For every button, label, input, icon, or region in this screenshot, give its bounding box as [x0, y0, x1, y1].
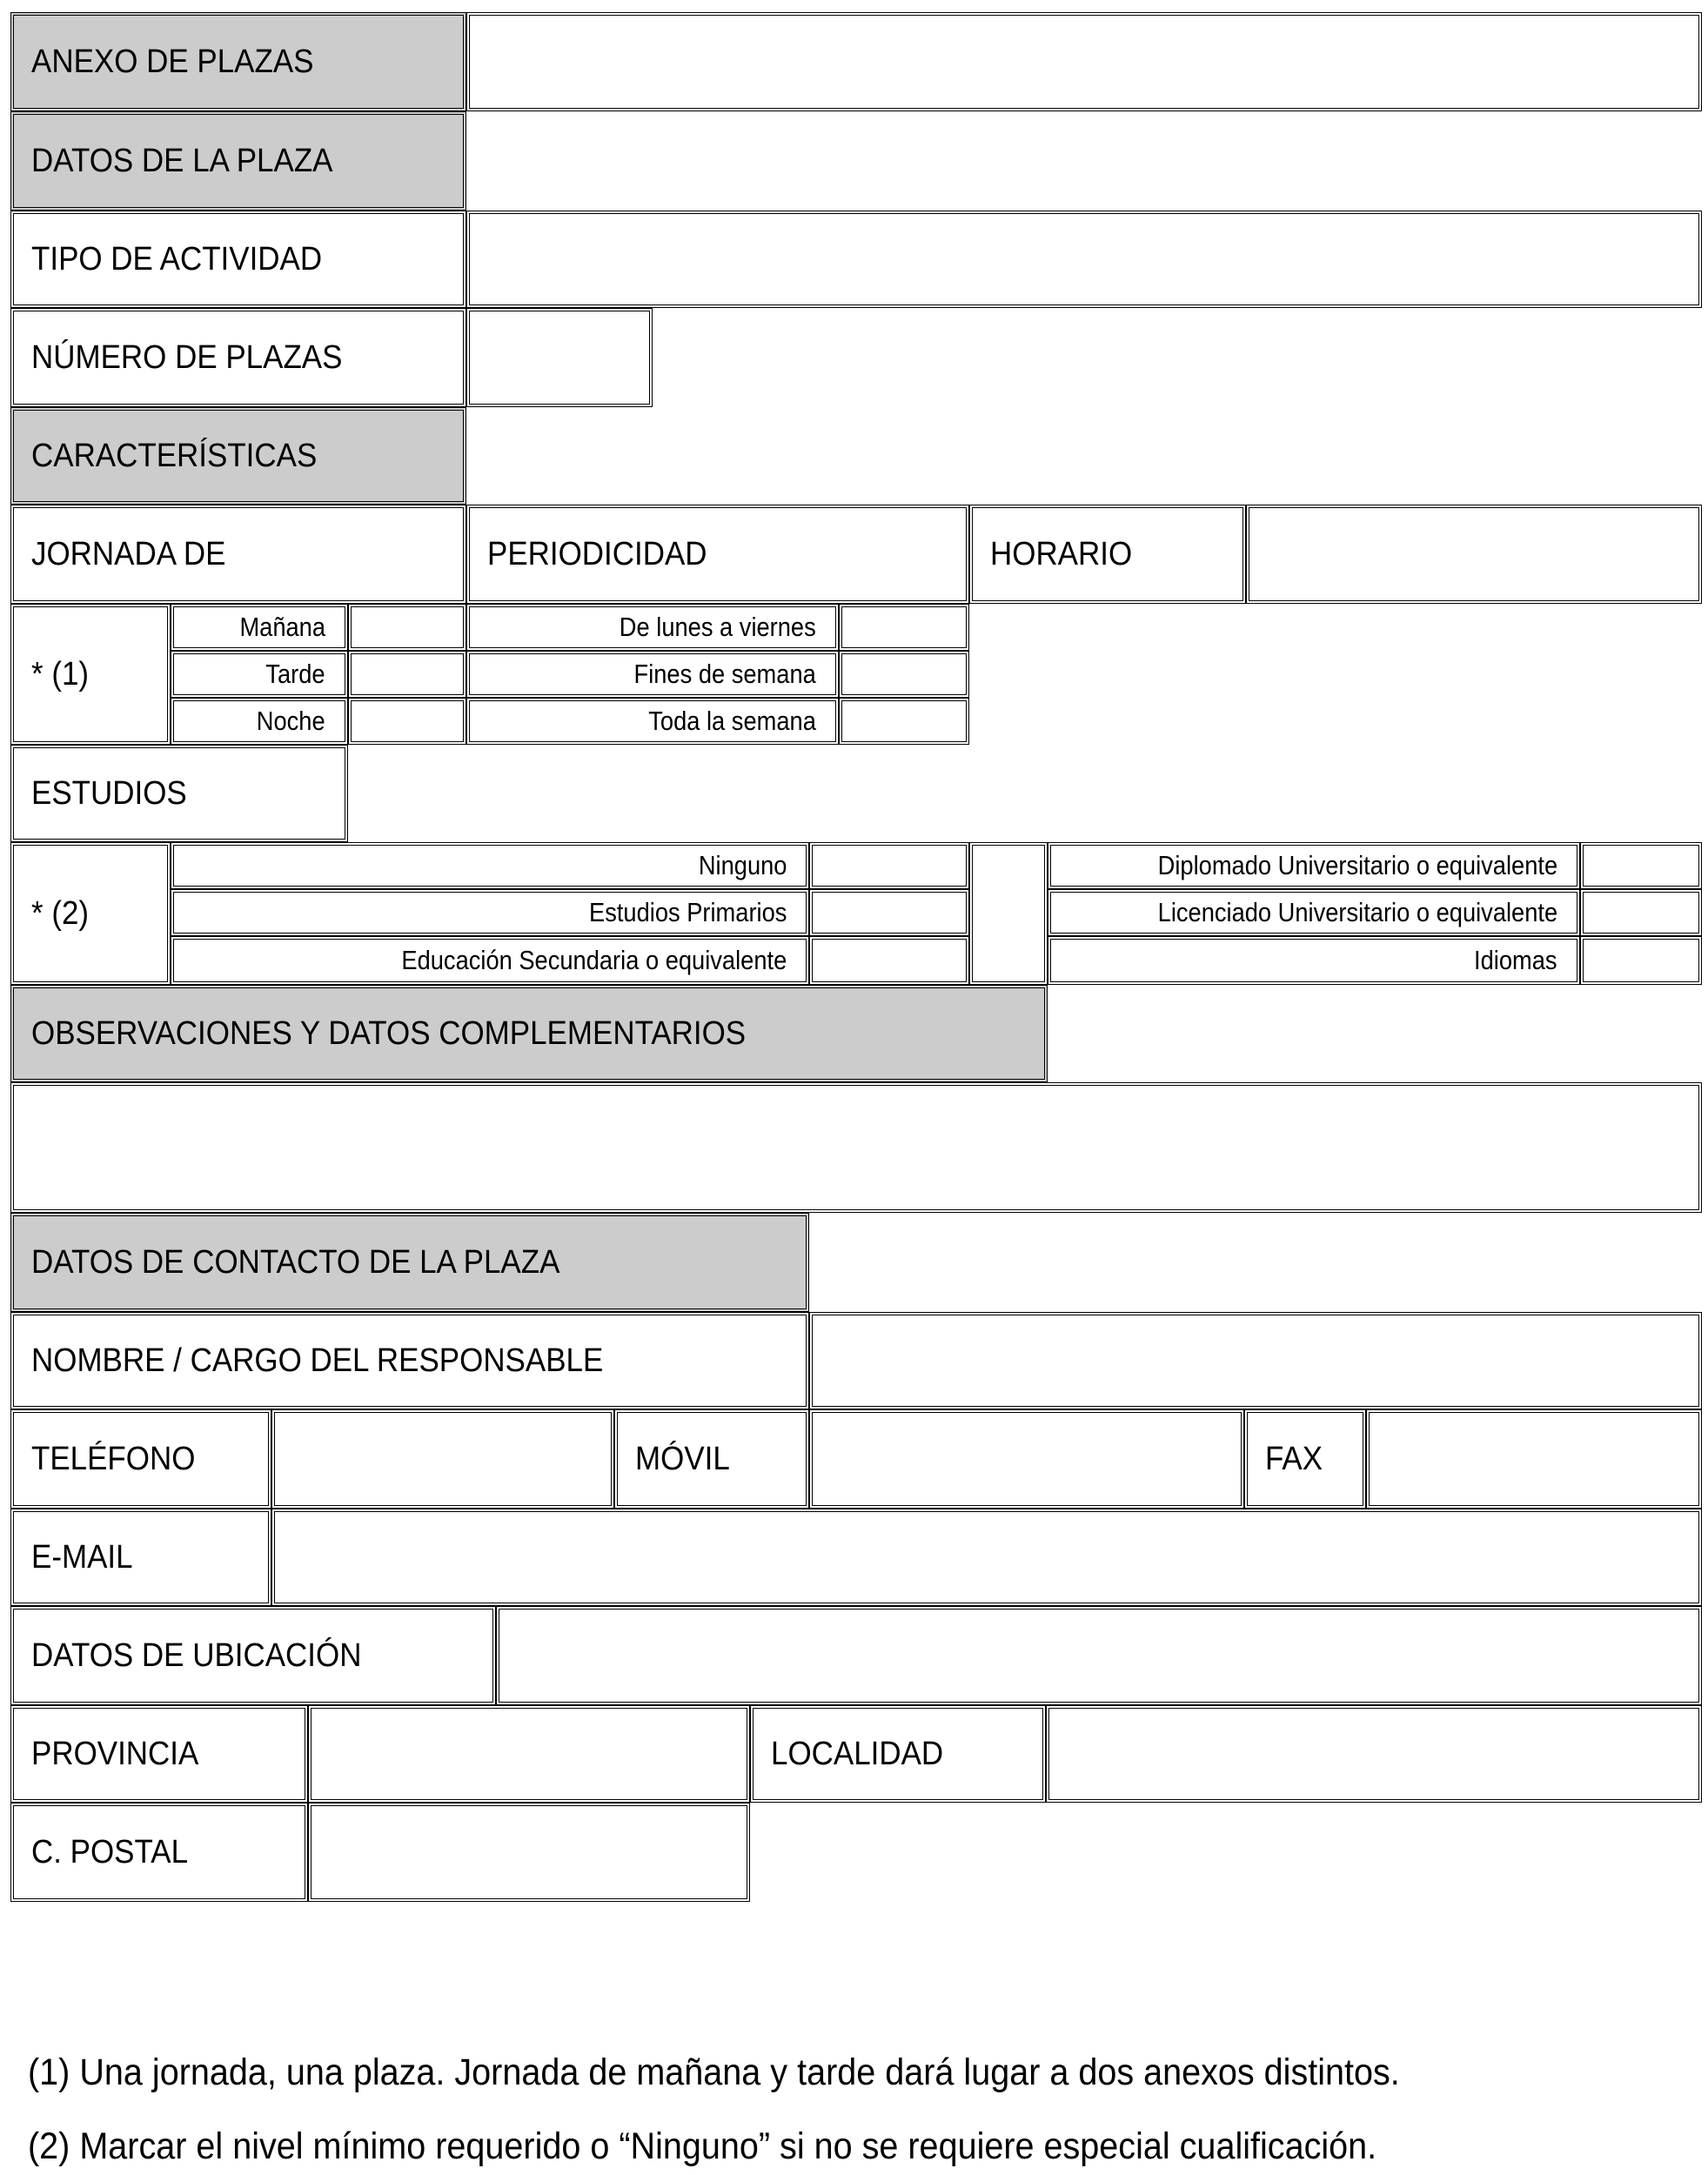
jornada-tarde-checkbox[interactable] [348, 651, 466, 698]
horario-field[interactable] [1246, 505, 1702, 604]
caracteristicas-header: CARACTERÍSTICAS [10, 407, 466, 505]
responsable-label: NOMBRE / CARGO DEL RESPONSABLE [10, 1312, 809, 1409]
estudios-option-label: Ninguno [171, 842, 809, 889]
postal-field[interactable] [308, 1803, 750, 1902]
responsable-field[interactable] [809, 1312, 1702, 1409]
tipo-actividad-field[interactable] [466, 211, 1702, 308]
postal-label: C. POSTAL [10, 1803, 308, 1902]
observaciones-field[interactable] [10, 1082, 1702, 1213]
estudios-secundaria-checkbox[interactable] [809, 936, 969, 985]
estudios-option-label: Diplomado Universitario o equivalente [1048, 842, 1580, 889]
numero-plazas-label: NÚMERO DE PLAZAS [10, 308, 466, 407]
telefono-field[interactable] [271, 1409, 614, 1509]
jornada-option-label: Tarde [171, 651, 348, 698]
estudios-option-label: Educación Secundaria o equivalente [171, 936, 809, 985]
periodicidad-toda-semana-checkbox[interactable] [839, 698, 969, 745]
estudios-option-label: Estudios Primarios [171, 889, 809, 936]
periodicidad-option-label: De lunes a viernes [466, 604, 839, 651]
periodicidad-lunes-viernes-checkbox[interactable] [839, 604, 969, 651]
email-field[interactable] [271, 1509, 1702, 1606]
horario-label: HORARIO [969, 505, 1246, 604]
periodicidad-option-label: Fines de semana [466, 651, 839, 698]
tipo-actividad-label: TIPO DE ACTIVIDAD [10, 211, 466, 308]
fax-field[interactable] [1366, 1409, 1702, 1509]
email-label: E-MAIL [10, 1509, 271, 1606]
provincia-field[interactable] [308, 1705, 750, 1803]
telefono-label: TELÉFONO [10, 1409, 271, 1509]
footnote-1: (1) Una jornada, una plaza. Jornada de mañana y tarde dará lugar a dos anexos distintos. [28, 2051, 1400, 2093]
estudios-option-label: Idiomas [1048, 936, 1580, 985]
ubicacion-field[interactable] [496, 1606, 1702, 1705]
fax-label: FAX [1244, 1409, 1366, 1509]
periodicidad-option-label: Toda la semana [466, 698, 839, 745]
estudios-ninguno-checkbox[interactable] [809, 842, 969, 889]
provincia-label: PROVINCIA [10, 1705, 308, 1803]
jornada-option-label: Mañana [171, 604, 348, 651]
ubicacion-label: DATOS DE UBICACIÓN [10, 1606, 496, 1705]
estudios-separator-cell [969, 842, 1048, 985]
periodicidad-label: PERIODICIDAD [466, 505, 969, 604]
estudios-footnote-mark: * (2) [10, 842, 171, 985]
jornada-manana-checkbox[interactable] [348, 604, 466, 651]
localidad-label: LOCALIDAD [750, 1705, 1046, 1803]
jornada-option-label: Noche [171, 698, 348, 745]
estudios-licenciado-checkbox[interactable] [1580, 889, 1702, 936]
footnote-2: (2) Marcar el nivel mínimo requerido o “Ninguno” si no se requiere especial cualificación. [28, 2125, 1377, 2167]
movil-label: MÓVIL [614, 1409, 809, 1509]
anexo-label: ANEXO DE PLAZAS [10, 12, 466, 111]
observaciones-header: OBSERVACIONES Y DATOS COMPLEMENTARIOS [10, 985, 1048, 1082]
estudios-option-label: Licenciado Universitario o equivalente [1048, 889, 1580, 936]
estudios-idiomas-checkbox[interactable] [1580, 936, 1702, 985]
contacto-header: DATOS DE CONTACTO DE LA PLAZA [10, 1213, 809, 1312]
estudios-diplomado-checkbox[interactable] [1580, 842, 1702, 889]
anexo-field[interactable] [466, 12, 1702, 111]
numero-plazas-field[interactable] [466, 308, 653, 407]
datos-plaza-header: DATOS DE LA PLAZA [10, 111, 466, 211]
periodicidad-fines-semana-checkbox[interactable] [839, 651, 969, 698]
estudios-label: ESTUDIOS [10, 745, 348, 842]
estudios-primarios-checkbox[interactable] [809, 889, 969, 936]
jornada-label: JORNADA DE [10, 505, 466, 604]
movil-field[interactable] [809, 1409, 1244, 1509]
jornada-noche-checkbox[interactable] [348, 698, 466, 745]
jornada-footnote-mark: * (1) [10, 604, 171, 745]
localidad-field[interactable] [1046, 1705, 1702, 1803]
